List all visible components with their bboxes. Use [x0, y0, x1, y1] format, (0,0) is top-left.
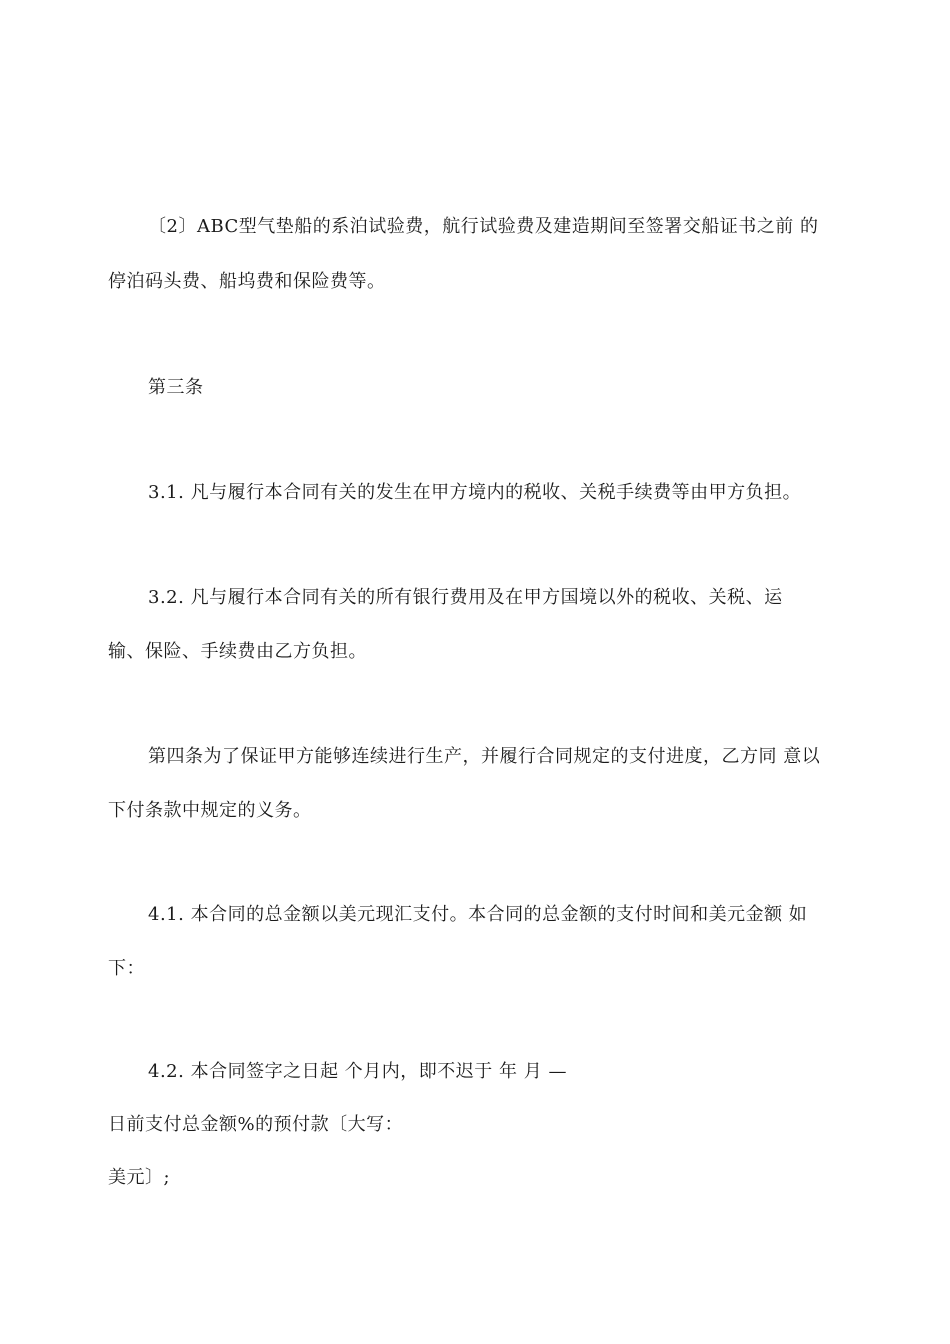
paragraph-line: 〔2〕ABC型气垫船的系泊试验费，航行试验费及建造期间至签署交船证书之前 的: [148, 216, 819, 237]
paragraph-line: 停泊码头费、船坞费和保险费等。: [108, 271, 386, 292]
paragraph-line: 日前支付总金额%的预付款〔大写：: [108, 1114, 404, 1135]
paragraph-line: 下：: [108, 958, 145, 979]
paragraph-line: 下付条款中规定的义务。: [108, 800, 312, 821]
paragraph-line: 输、保险、手续费由乙方负担。: [108, 641, 367, 662]
paragraph-line: 4.1. 本合同的总金额以美元现汇支付。本合同的总金额的支付时间和美元金额 如: [148, 904, 808, 925]
paragraph-line: 3.1. 凡与履行本合同有关的发生在甲方境内的税收、关税手续费等由甲方负担。: [148, 482, 802, 503]
section-heading: 第三条: [148, 377, 204, 398]
paragraph-line: 4.2. 本合同签字之日起 个月内，即不迟于 年 月 —: [148, 1061, 567, 1082]
paragraph-line: 美元〕;: [108, 1167, 171, 1188]
paragraph-line: 第四条为了保证甲方能够连续进行生产，并履行合同规定的支付进度，乙方同 意以: [148, 746, 821, 767]
paragraph-line: 3.2. 凡与履行本合同有关的所有银行费用及在甲方国境以外的税收、关税、运: [148, 587, 783, 608]
